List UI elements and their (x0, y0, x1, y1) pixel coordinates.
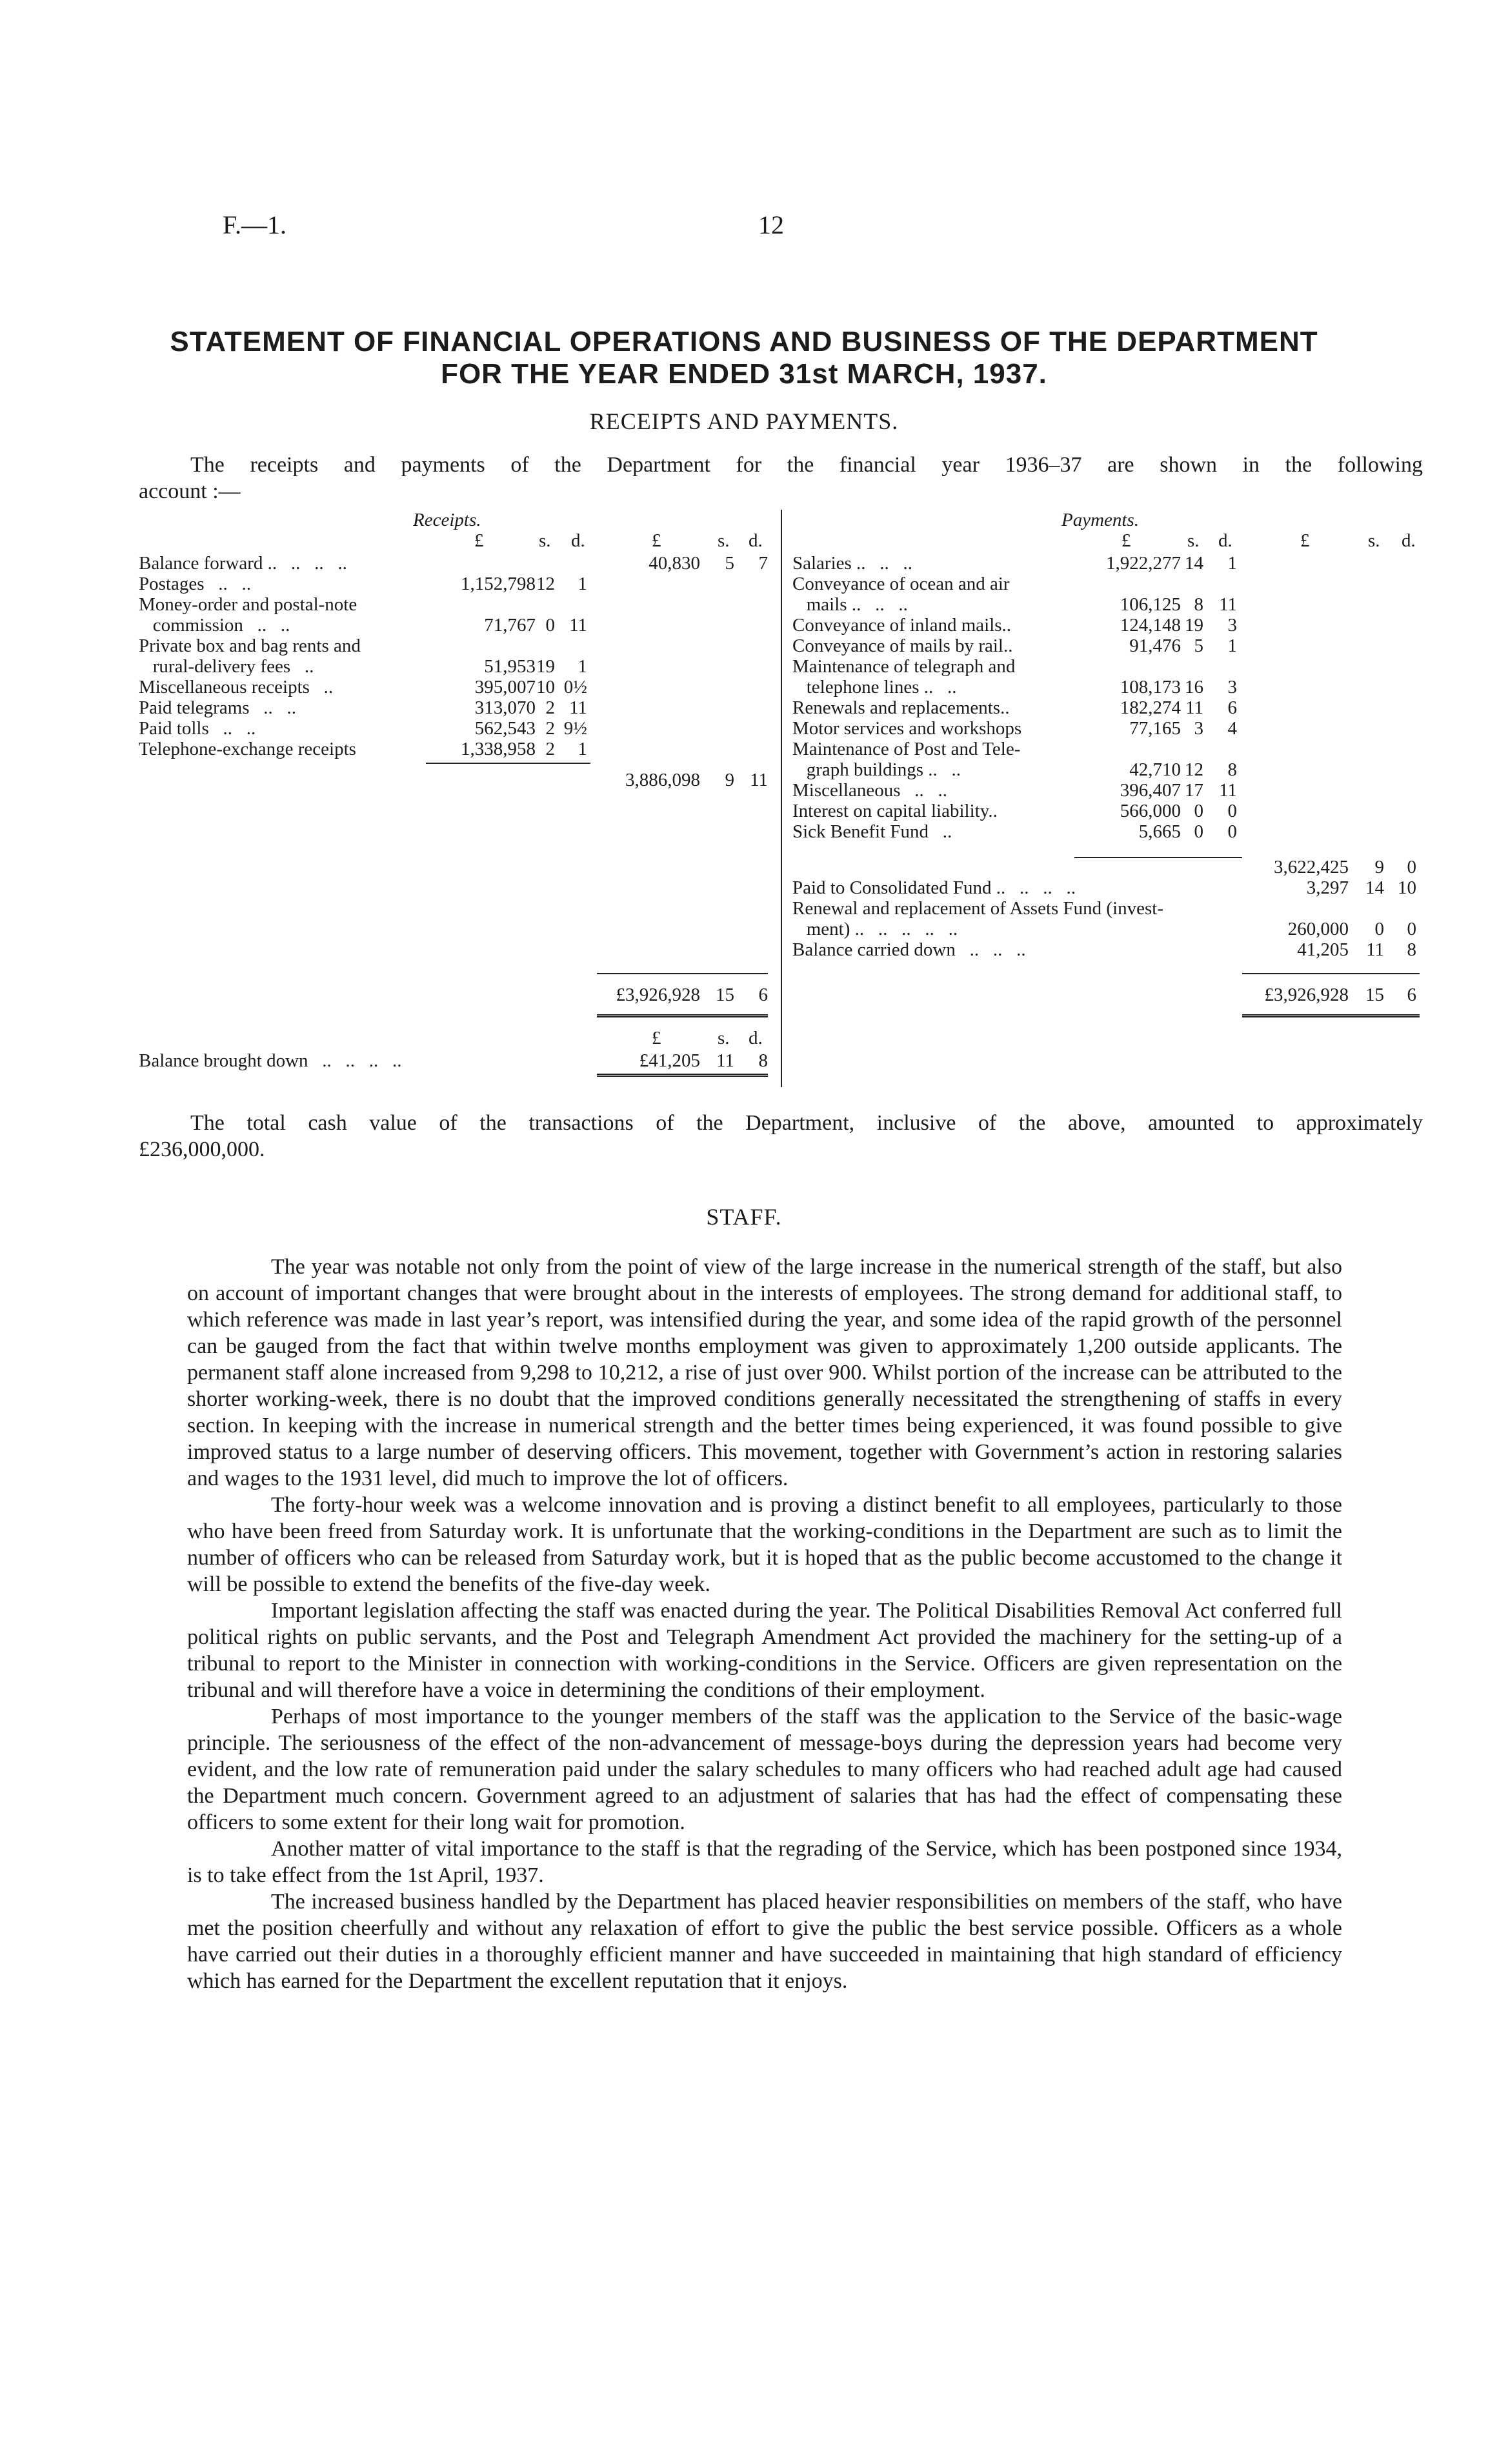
receipts-balance-down-label: Balance brought down .. .. .. .. (139, 1050, 402, 1071)
receipts-row-shillings: 19 (536, 656, 555, 677)
receipts-row-shillings: 2 (545, 718, 555, 739)
payments-row-pence: 0 (1227, 801, 1237, 821)
payments-row-shillings: 12 (1185, 759, 1203, 780)
staff-paragraph: Important legislation affecting the staff was enacted during the year. The Political Disabilities Removal Act conferred full political rights on public servants, and the Post and Telegraph Amendment Act provided the machinery for the setting-up of a tribunal to report to the Minister in connection with working-conditions in the Service. Officers are given representation on the tribunal and will therefore have a voice in determining the conditions of their employment. (187, 1599, 1342, 1702)
receipts-row-label: Money-order and postal-note (139, 594, 357, 615)
receipts-bd-col-shillings: s. (718, 1028, 730, 1048)
payments-row-label: Motor services and workshops (792, 718, 1022, 739)
receipts-col2-pence: d. (749, 530, 763, 551)
payments-row-label: Interest on capital liability.. (792, 801, 998, 821)
payments-row-label: Maintenance of Post and Tele- (792, 739, 1021, 759)
staff-section (187, 1254, 1342, 1994)
receipts-caption: Receipts. (413, 510, 481, 530)
receipts-col2-shillings: s. (718, 530, 730, 551)
total-cash-line2: £236,000,000. (139, 1137, 265, 1161)
intro-line2: account :— (139, 479, 241, 503)
receipts-balance-forward-shillings: 5 (725, 553, 734, 574)
staff-paragraph: The year was notable not only from the point of view of the large increase in the numerical strength of the staff, but also on account of important changes that were brought about in the interests of employees. The strong demand for additional staff, to which reference was made in last year’s report, was intensified during the year, and some idea of the rapid growth of the personnel can be gauged from the fact that within twelve months employment was given to approximately 1,200 outside applicants. The permanent staff alone increased from 9,298 to 10,212, a rise of just over 900. Whilst portion of the increase can be attributed to the shorter working-week, there is no doubt that the improved conditions generally necessitated the strengthening of staffs in every section. In keeping with the increase in numerical strength and the better times being experienced, it was found possible to give improved status to a large number of deserving officers. This movement, together with Government’s action in restoring salaries and wages to the 1931 level, did much to improve the lot of officers. (187, 1255, 1342, 1490)
payments-row-pence: 3 (1227, 615, 1237, 636)
receipts-bd-col-pence: d. (749, 1028, 763, 1048)
payments-row-shillings: 17 (1185, 780, 1203, 801)
page-title-line2: FOR THE YEAR ENDED 31st MARCH, 1937. (441, 358, 1047, 390)
receipts-row-label: commission .. .. (139, 615, 290, 636)
payments-row-pounds: 1,922,277 (1106, 553, 1181, 574)
payments-consolidated-shillings: 14 (1365, 877, 1384, 898)
payments-row-pence: 0 (1227, 821, 1237, 842)
payments-col2-pounds: £ (1300, 530, 1310, 551)
receipts-row-pounds: 51,953 (484, 656, 536, 677)
receipts-row-label: Telephone-exchange receipts (139, 739, 356, 759)
payments-balance-down-pounds: 41,205 (1297, 939, 1349, 960)
payments-row-pence: 11 (1219, 780, 1237, 801)
receipts-row-pence: 1 (578, 739, 587, 759)
receipts-row-shillings: 2 (545, 739, 555, 759)
payments-row-pounds: 5,665 (1138, 821, 1181, 842)
staff-paragraph: Perhaps of most importance to the younger members of the staff was the application to the Service of the basic-wage principle. The seriousness of the effect of the non-advancement of message-boys during the depression years had become very evident, and the low rate of remuneration paid under the salary schedules to many officers who had reached adult age had caused the Department much concern. Government agreed to an adjustment of salaries that has had the effect of compensating these officers to some extent for their long wait for promotion. (187, 1705, 1342, 1834)
payments-row-pounds: 396,407 (1120, 780, 1181, 801)
payments-balance-down-shillings: 11 (1366, 939, 1384, 960)
payments-row-pounds: 124,148 (1120, 615, 1181, 636)
receipts-row-pence: 11 (569, 697, 587, 718)
payments-row-pence: 1 (1227, 636, 1237, 656)
receipts-row-label: Miscellaneous receipts .. (139, 677, 334, 697)
receipts-subtotal-pence: 11 (750, 770, 768, 790)
page-number: 12 (758, 210, 784, 239)
receipts-subtotal-pounds: 3,886,098 (625, 770, 700, 790)
payments-consolidated-pence: 10 (1398, 877, 1416, 898)
staff-paragraph: The forty-hour week was a welcome innovation and is proving a distinct benefit to all employees, particularly to those who have been freed from Saturday work. It is unfortunate that the working-conditions in the Department are such as to limit the number of officers who can be released from Saturday work, but it is hoped that as the public become accustomed to the change it will be possible to extend the benefits of the five-day week. (187, 1493, 1342, 1596)
payments-row-pence: 4 (1227, 718, 1237, 739)
receipts-row-pounds: 1,152,798 (461, 574, 536, 594)
payments-row-label: Sick Benefit Fund .. (792, 821, 952, 842)
receipts-row-label: Postages .. .. (139, 574, 251, 594)
document-code: F.—1. (223, 210, 287, 239)
payments-row-pence: 6 (1227, 697, 1237, 718)
payments-row-pounds: 91,476 (1129, 636, 1181, 656)
receipts-grand-total-pence: 6 (758, 985, 768, 1005)
page-title-line1: STATEMENT OF FINANCIAL OPERATIONS AND BUSINESS OF THE DEPARTMENT (170, 326, 1318, 357)
payments-renewal-label2: ment) .. .. .. .. .. (792, 919, 958, 939)
receipts-subtotal-rule (426, 763, 590, 764)
receipts-balance-forward-label: Balance forward .. .. .. .. (139, 553, 347, 574)
receipts-row-pence: 11 (569, 615, 587, 636)
receipts-row-label: Private box and bag rents and (139, 636, 361, 656)
payments-subtotal-pence: 0 (1407, 857, 1416, 877)
receipts-total-double-rule (597, 1014, 768, 1017)
payments-renewal-shillings: 0 (1374, 919, 1384, 939)
receipts-row-pence: 1 (578, 574, 587, 594)
payments-row-shillings: 8 (1194, 594, 1203, 615)
receipts-row-shillings: 12 (536, 574, 555, 594)
payments-row-shillings: 5 (1194, 636, 1203, 656)
payments-total-rule-top (1242, 973, 1420, 974)
payments-row-pounds: 77,165 (1129, 718, 1181, 739)
payments-grand-total-pence: 6 (1407, 985, 1416, 1005)
payments-row-label: Salaries .. .. .. (792, 553, 913, 574)
receipts-grand-total-pounds: £3,926,928 (616, 985, 700, 1005)
receipts-payments-heading: RECEIPTS AND PAYMENTS. (589, 408, 899, 434)
intro-line1: The receipts and payments of the Department for the financial year 1936–37 are shown in the following (190, 453, 1423, 477)
payments-row-shillings: 19 (1185, 615, 1203, 636)
receipts-balance-down-pounds: £41,205 (639, 1050, 700, 1071)
payments-consolidated-pounds: 3,297 (1306, 877, 1349, 898)
payments-balance-down-label: Balance carried down .. .. .. (792, 939, 1026, 960)
payments-row-pounds: 106,125 (1120, 594, 1181, 615)
payments-subtotal-shillings: 9 (1374, 857, 1384, 877)
receipts-balance-forward-pence: 7 (758, 553, 768, 574)
payments-caption: Payments. (1061, 510, 1139, 530)
payments-total-double-rule (1242, 1014, 1420, 1017)
payments-col-pounds: £ (1121, 530, 1131, 551)
payments-grand-total-pounds: £3,926,928 (1264, 985, 1349, 1005)
receipts-row-label: rural-delivery fees .. (139, 656, 314, 677)
payments-row-shillings: 0 (1194, 821, 1203, 842)
receipts-row-pounds: 313,070 (474, 697, 536, 718)
payments-row-label: graph buildings .. .. (792, 759, 961, 780)
payments-renewal-pence: 0 (1407, 919, 1416, 939)
payments-row-label: Conveyance of mails by rail.. (792, 636, 1013, 656)
receipts-col-pounds: £ (474, 530, 484, 551)
receipts-total-rule-top (597, 973, 768, 974)
receipts-subtotal-shillings: 9 (725, 770, 734, 790)
receipts-row-pounds: 562,543 (474, 718, 536, 739)
payments-grand-total-shillings: 15 (1365, 985, 1384, 1005)
total-cash-line1: The total cash value of the transactions of the Department, inclusive of the above, amounted to approximately (190, 1111, 1423, 1135)
staff-heading: STAFF. (706, 1204, 782, 1230)
payments-row-label: mails .. .. .. (792, 594, 908, 615)
payments-row-pounds: 108,173 (1120, 677, 1181, 697)
payments-subtotal-rule (1074, 857, 1242, 858)
payments-col2-shillings: s. (1368, 530, 1380, 551)
receipts-balance-down-pence: 8 (758, 1050, 768, 1071)
payments-consolidated-label: Paid to Consolidated Fund .. .. .. .. (792, 877, 1076, 898)
receipts-row-shillings: 10 (536, 677, 555, 697)
payments-subtotal-pounds: 3,622,425 (1274, 857, 1349, 877)
payments-row-pence: 11 (1219, 594, 1237, 615)
payments-renewal-pounds: 260,000 (1287, 919, 1349, 939)
receipts-row-shillings: 2 (545, 697, 555, 718)
payments-row-shillings: 11 (1185, 697, 1203, 718)
payments-row-shillings: 3 (1194, 718, 1203, 739)
payments-row-label: Conveyance of inland mails.. (792, 615, 1012, 636)
receipts-row-shillings: 0 (545, 615, 555, 636)
receipts-col-shillings: s. (539, 530, 551, 551)
receipts-row-label: Paid tolls .. .. (139, 718, 256, 739)
receipts-row-pence: 1 (578, 656, 587, 677)
payments-row-pounds: 182,274 (1120, 697, 1181, 718)
receipts-balance-down-shillings: 11 (716, 1050, 734, 1071)
payments-row-pence: 8 (1227, 759, 1237, 780)
payments-row-label: Maintenance of telegraph and (792, 656, 1016, 677)
payments-col2-pence: d. (1402, 530, 1416, 551)
payments-row-shillings: 14 (1185, 553, 1203, 574)
payments-renewal-label1: Renewal and replacement of Assets Fund (invest- (792, 898, 1164, 919)
receipts-row-pence: 0½ (563, 677, 587, 697)
payments-row-pounds: 566,000 (1120, 801, 1181, 821)
receipts-balance-down-rule (597, 1074, 768, 1077)
payments-col-pence: d. (1218, 530, 1232, 551)
payments-row-label: Miscellaneous .. .. (792, 780, 948, 801)
receipts-col2-pounds: £ (652, 530, 661, 551)
receipts-col-pence: d. (571, 530, 585, 551)
payments-row-pounds: 42,710 (1129, 759, 1181, 780)
payments-balance-down-pence: 8 (1407, 939, 1416, 960)
payments-row-pence: 3 (1227, 677, 1237, 697)
payments-row-label: telephone lines .. .. (792, 677, 957, 697)
receipts-row-pounds: 395,007 (474, 677, 536, 697)
table-divider (781, 510, 782, 1087)
receipts-grand-total-shillings: 15 (716, 985, 734, 1005)
receipts-bd-col-pounds: £ (652, 1028, 661, 1048)
payments-row-label: Renewals and replacements.. (792, 697, 1010, 718)
staff-paragraph: Another matter of vital importance to the staff is that the regrading of the Service, which has been postponed since 1934, is to take effect from the 1st April, 1937. (187, 1837, 1342, 1887)
receipts-row-pence: 9½ (563, 718, 587, 739)
staff-paragraph: The increased business handled by the Department has placed heavier responsibilities on members of the staff, who have met the position cheerfully and without any relaxation of effort to give the public the best service possible. Officers as a whole have carried out their duties in a thoroughly efficient manner and have succeeded in maintaining that high standard of efficiency which has earned for the Department the excellent reputation that it enjoys. (187, 1890, 1342, 1993)
payments-row-shillings: 0 (1194, 801, 1203, 821)
receipts-balance-forward-pounds: 40,830 (648, 553, 700, 574)
receipts-row-label: Paid telegrams .. .. (139, 697, 297, 718)
payments-row-shillings: 16 (1185, 677, 1203, 697)
receipts-row-pounds: 71,767 (484, 615, 536, 636)
payments-col-shillings: s. (1187, 530, 1200, 551)
payments-row-pence: 1 (1227, 553, 1237, 574)
payments-row-label: Conveyance of ocean and air (792, 574, 1010, 594)
receipts-row-pounds: 1,338,958 (461, 739, 536, 759)
